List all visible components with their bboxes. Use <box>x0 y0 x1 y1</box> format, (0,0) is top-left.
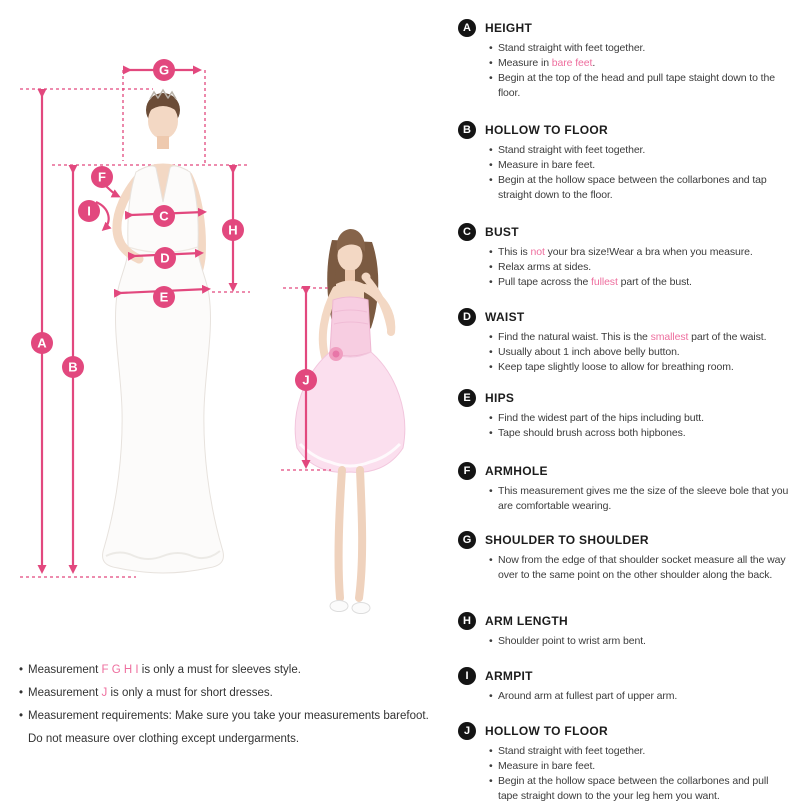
section-title-bust: BUST <box>485 225 519 239</box>
measure-label-f <box>91 166 113 188</box>
letter-badge-b: B <box>458 121 476 139</box>
section-title-waist: WAIST <box>485 310 525 324</box>
letter-badge-i: I <box>458 667 476 685</box>
section-header <box>458 389 793 407</box>
instruction-bullet <box>489 173 789 203</box>
bride-neck <box>157 136 169 149</box>
measure-label-e <box>153 286 175 308</box>
section-header <box>458 531 793 549</box>
text-segment: your bra size!Wear a bra when you measure. <box>544 246 753 258</box>
text-segment: This is <box>498 246 531 258</box>
girl-left-leg <box>339 470 342 598</box>
measurement-diagram <box>0 0 460 650</box>
label-letter-e: E <box>159 289 169 305</box>
measurement-diagram-svg <box>0 0 460 650</box>
text-segment: Measurement <box>28 664 102 676</box>
section-title-armhole: ARMHOLE <box>485 464 548 478</box>
label-letter-f: F <box>98 169 106 185</box>
measure-label-a <box>31 332 53 354</box>
accent-text: J <box>101 687 108 699</box>
bullet-list-hips <box>489 411 789 441</box>
letter-badge-f: F <box>458 462 476 480</box>
measure-arrow-f <box>106 186 118 196</box>
instruction-bullet <box>489 158 789 173</box>
measure-label-h <box>222 219 244 241</box>
bullet-list-hollow <box>489 143 789 203</box>
text-segment: Relax arms at sides. <box>498 261 592 273</box>
measure-label-b <box>62 356 84 378</box>
section-hollow-to-floor <box>458 121 793 203</box>
instruction-bullet <box>489 553 789 583</box>
letter-badge-a: A <box>458 19 476 37</box>
section-title-shoulder: SHOULDER TO SHOULDER <box>485 533 649 547</box>
text-segment: . <box>592 57 596 69</box>
instruction-bullet <box>489 260 789 275</box>
section-title-hollow-to-floor: HOLLOW TO FLOOR <box>485 123 608 137</box>
section-shoulder-to-shoulder <box>458 531 793 583</box>
section-header <box>458 223 793 241</box>
bullet-list-hollow-short <box>489 744 789 804</box>
instruction-bullet <box>489 71 789 101</box>
section-hollow-to-floor-short <box>458 722 793 804</box>
letter-badge-c: C <box>458 223 476 241</box>
text-segment: Around arm at fullest part of upper arm. <box>498 690 678 702</box>
girl-neck <box>345 270 355 281</box>
section-header <box>458 612 793 630</box>
dashed-guides <box>20 70 250 165</box>
text-segment: part of the bust. <box>617 276 692 288</box>
label-letter-j: J <box>302 372 310 388</box>
text-segment: Begin at the top of the head and pull tape staight down to the floor. <box>498 72 775 99</box>
text-segment: Measure in bare feet. <box>498 760 596 772</box>
letter-badge-g: G <box>458 531 476 549</box>
bullet-list-arm-length <box>489 634 789 649</box>
text-segment: is only a must for short dresses. <box>107 687 273 699</box>
measure-label-c <box>153 205 175 227</box>
girl-raised-hand <box>362 273 371 282</box>
text-segment: Now from the edge of that shoulder socket measure all the way over to the same point on the other shoulder along the back. <box>498 554 786 581</box>
white-shoe-right <box>352 603 370 614</box>
instruction-bullet <box>489 689 789 704</box>
instructions-column <box>455 0 800 800</box>
waist-flower-center <box>333 351 340 358</box>
text-segment: Measurement requirements: Make sure you take your measurements barefoot. <box>28 710 429 722</box>
bullet-list-height <box>489 41 789 101</box>
section-armpit <box>458 667 793 704</box>
bullet-list-armpit <box>489 689 789 704</box>
note-line <box>19 659 451 682</box>
accent-text: smallest <box>650 331 689 343</box>
text-segment: Keep tape slightly loose to allow for breathing room. <box>498 361 734 373</box>
text-segment: Do not measure over clothing except undergarments. <box>28 733 300 745</box>
section-waist <box>458 308 793 375</box>
text-segment: Measurement <box>28 687 102 699</box>
instruction-bullet <box>489 56 789 71</box>
note-line <box>19 682 451 705</box>
text-segment: Tape should brush across both hipbones. <box>498 427 686 439</box>
instruction-bullet <box>489 634 789 649</box>
text-segment: Measure in <box>498 57 552 69</box>
instruction-bullet <box>489 360 789 375</box>
measure-label-j <box>295 369 317 391</box>
text-segment: Measure in bare feet. <box>498 159 596 171</box>
instruction-bullet <box>489 41 789 56</box>
label-letter-c: C <box>159 208 169 224</box>
letter-badge-d: D <box>458 308 476 326</box>
measure-label-g <box>153 59 175 81</box>
bullet-list-waist <box>489 330 789 375</box>
section-title-hips: HIPS <box>485 391 515 405</box>
text-segment: Begin at the hollow space between the collarbones and tap straight down to the floor. <box>498 174 767 201</box>
text-segment: is only a must for sleeves style. <box>138 664 301 676</box>
white-shoe-left <box>330 601 348 612</box>
text-segment: Stand straight with feet together. <box>498 144 646 156</box>
section-title-arm-length: ARM LENGTH <box>485 614 568 628</box>
girl-right-leg <box>359 470 362 598</box>
text-segment: Shoulder point to wrist arm bent. <box>498 635 646 647</box>
text-segment: Usually about 1 inch above belly button. <box>498 346 680 358</box>
section-title-hollow-short: HOLLOW TO FLOOR <box>485 724 608 738</box>
label-letter-h: H <box>228 222 238 238</box>
section-armhole <box>458 462 793 514</box>
section-bust <box>458 223 793 290</box>
section-hips <box>458 389 793 441</box>
section-header <box>458 121 793 139</box>
section-title-height: HEIGHT <box>485 21 533 35</box>
section-header <box>458 667 793 685</box>
section-header <box>458 462 793 480</box>
instruction-bullet <box>489 484 789 514</box>
text-segment: Find the natural waist. This is the <box>498 331 651 343</box>
note-line <box>19 705 451 728</box>
instruction-bullet <box>489 245 789 260</box>
section-arm-length <box>458 612 793 649</box>
accent-text: bare feet <box>551 57 593 69</box>
instruction-bullet <box>489 275 789 290</box>
letter-badge-j: J <box>458 722 476 740</box>
letter-badge-h: H <box>458 612 476 630</box>
short-dress-figure <box>295 229 405 614</box>
measure-label-i <box>78 200 100 222</box>
text-segment: Find the widest part of the hips including butt. <box>498 412 704 424</box>
section-header <box>458 308 793 326</box>
measurement-notes <box>19 659 451 751</box>
accent-text: fullest <box>591 276 618 288</box>
section-header <box>458 722 793 740</box>
instruction-bullet <box>489 411 789 426</box>
label-letter-g: G <box>158 62 170 78</box>
instruction-bullet <box>489 744 789 759</box>
label-letter-d: D <box>160 250 170 266</box>
bullet-list-shoulder <box>489 553 789 583</box>
measure-label-d <box>154 247 176 269</box>
accent-text: not <box>530 246 545 258</box>
section-header <box>458 19 793 37</box>
label-letter-b: B <box>68 359 78 375</box>
accent-text: F G H I <box>101 664 139 676</box>
text-segment: Pull tape across the <box>498 276 592 288</box>
instruction-bullet <box>489 143 789 158</box>
note-line <box>19 728 451 751</box>
text-segment: Stand straight with feet together. <box>498 745 646 757</box>
text-segment: Stand straight with feet together. <box>498 42 646 54</box>
section-title-armpit: ARMPIT <box>485 669 533 683</box>
text-segment: Begin at the hollow space between the collarbones and pull tape straight down to the your leg hem you want. <box>498 775 769 802</box>
bullet-list-armhole <box>489 484 789 514</box>
section-height <box>458 19 793 101</box>
letter-badge-e: E <box>458 389 476 407</box>
label-letter-a: A <box>37 335 47 351</box>
text-segment: This measurement gives me the size of the sleeve bole that you are comfortable wearing. <box>498 485 789 512</box>
instruction-bullet <box>489 345 789 360</box>
instruction-bullet <box>489 759 789 774</box>
text-segment: part of the waist. <box>688 331 767 343</box>
instruction-bullet <box>489 426 789 441</box>
bullet-list-bust <box>489 245 789 290</box>
instruction-bullet <box>489 330 789 345</box>
label-letter-i: I <box>87 203 91 219</box>
